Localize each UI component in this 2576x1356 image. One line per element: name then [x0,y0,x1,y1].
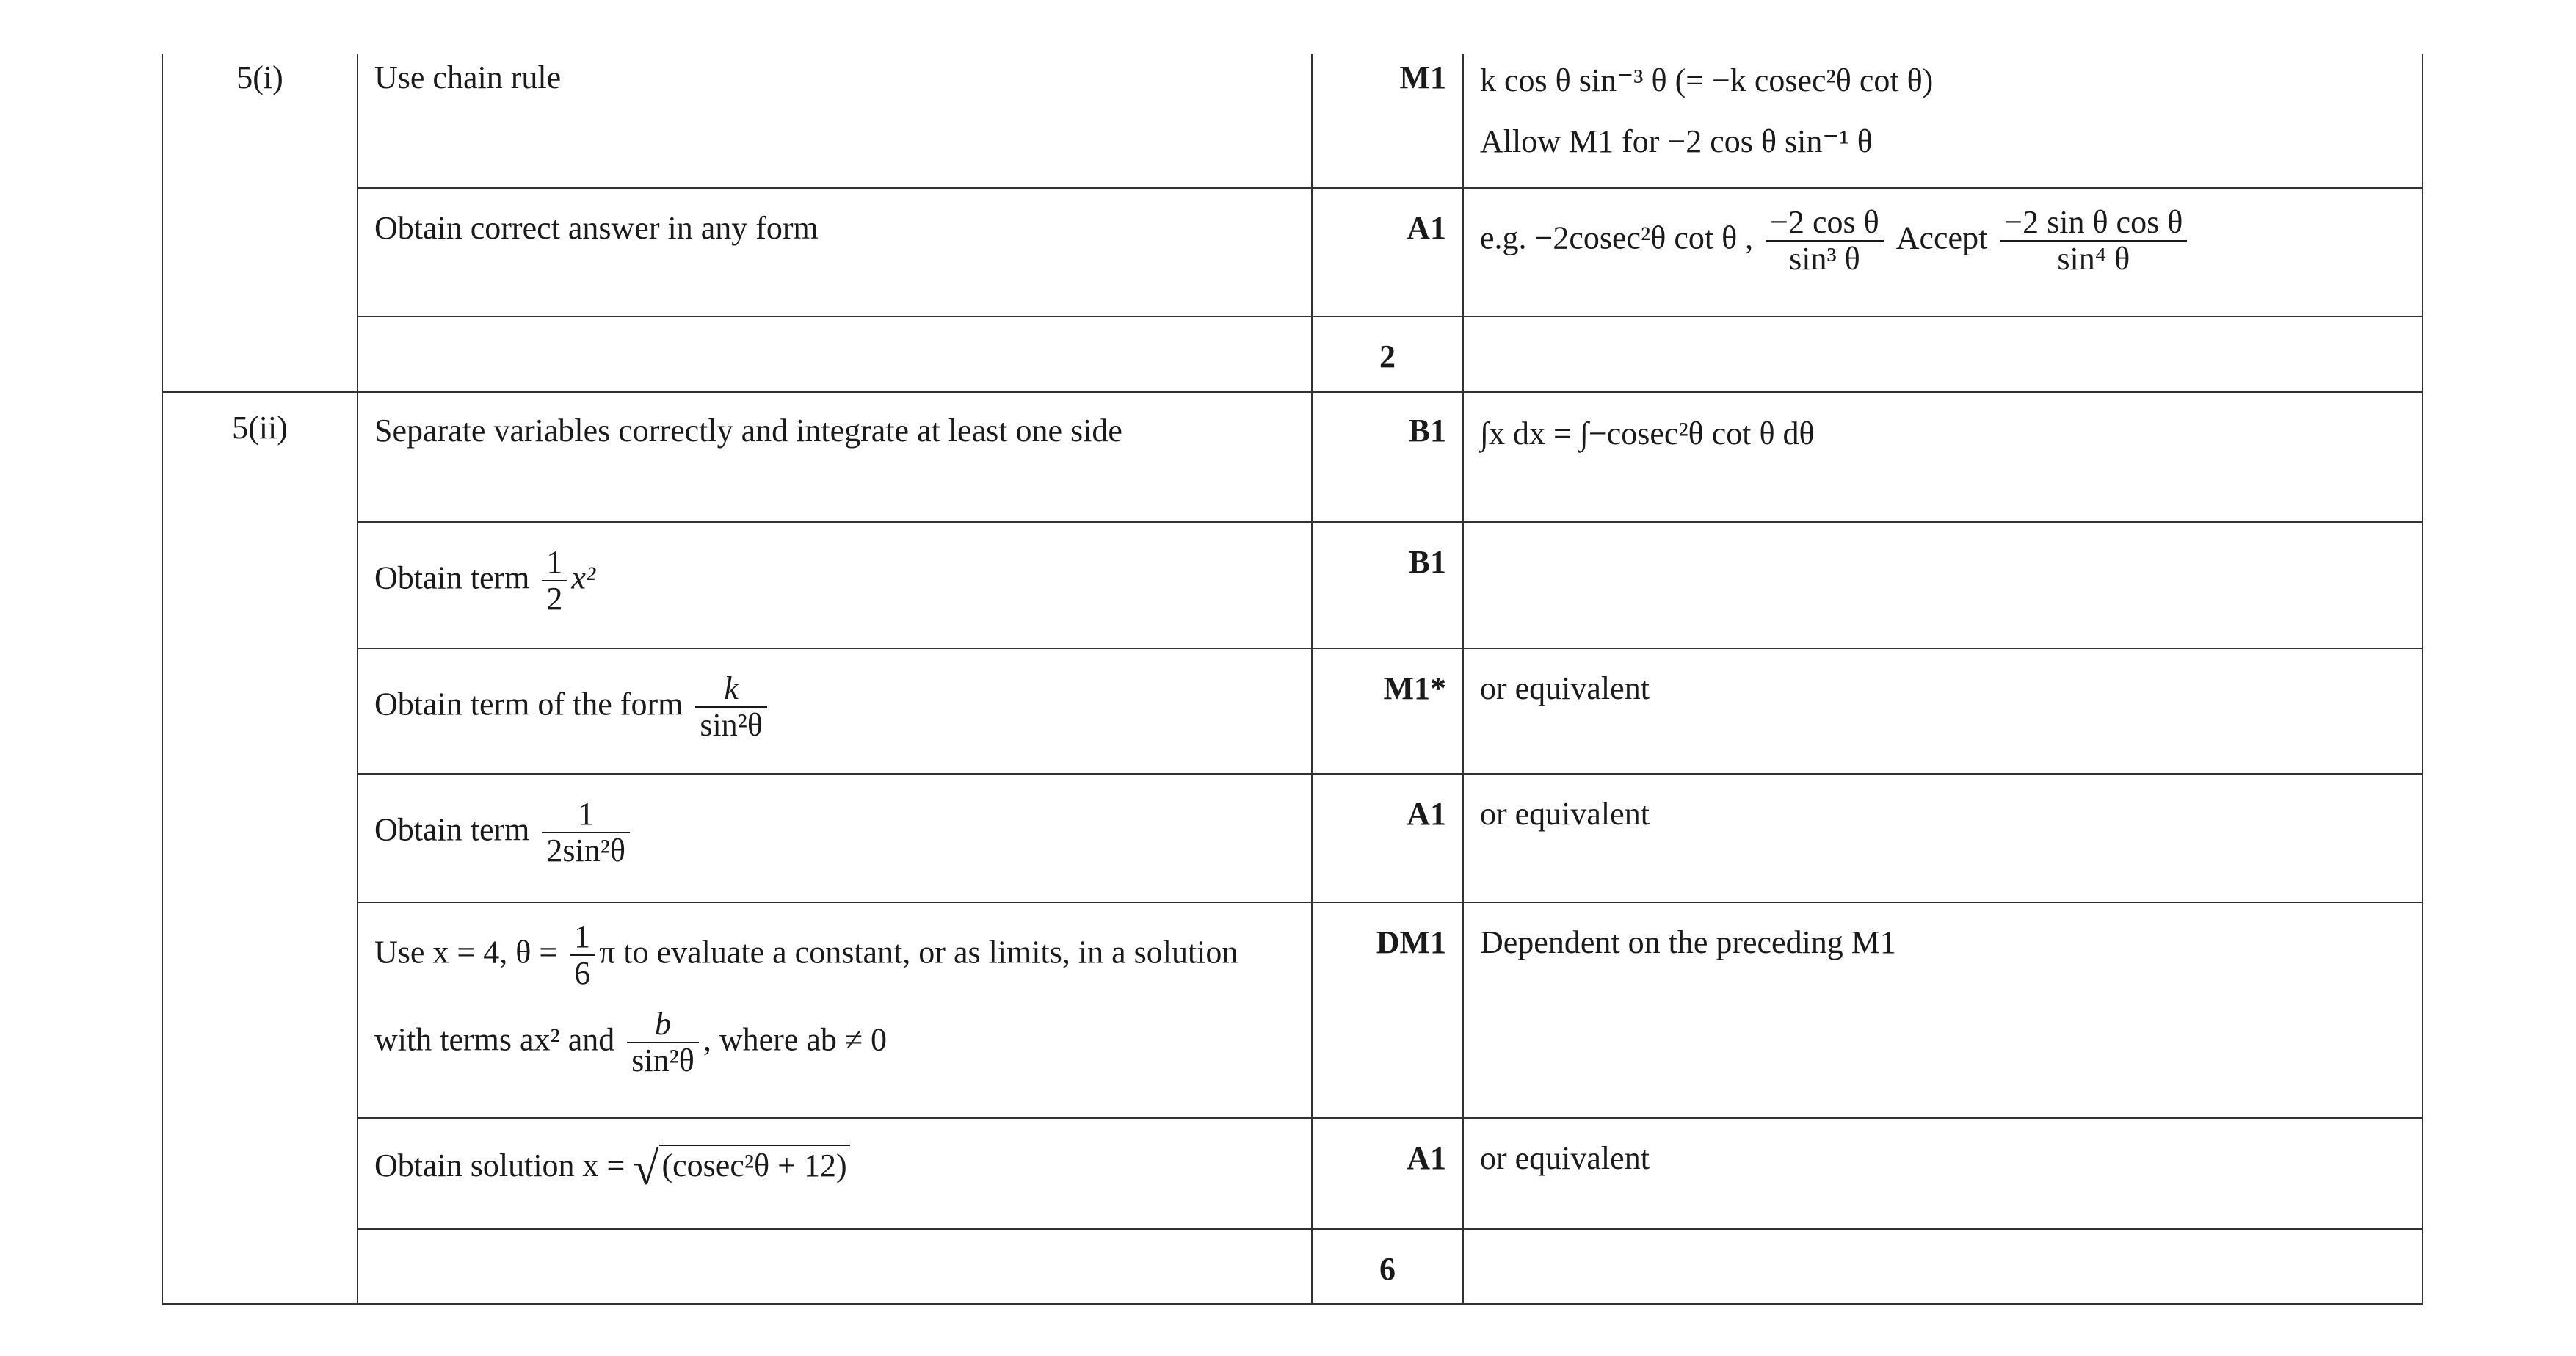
table-row [162,392,2423,522]
guidance-text: ∫x dx = ∫−cosec²θ cot θ dθ [1480,416,1815,452]
answer-prefix: Obtain solution x = [374,1147,625,1184]
fraction [542,797,630,869]
fraction-numerator: k [695,671,767,708]
mark-total: 6 [1379,1251,1396,1287]
answer-text: Use chain rule [374,59,562,95]
question-cell [162,54,358,392]
answer-cell [358,522,1312,648]
fraction [695,671,767,744]
answer-math [358,1119,1311,1198]
fraction [2000,205,2187,278]
mark-text: A1 [1407,1140,1446,1176]
mark-cell [1312,1118,1463,1229]
answer-math [358,523,1311,617]
guidance-cell [1463,902,2423,1118]
guidance-prefix: e.g. −2cosec²θ cot θ , [1480,220,1754,256]
mark-cell [1312,522,1463,648]
table-row [162,774,2423,902]
mark-text: M1* [1383,670,1446,706]
guidance-math [1464,189,2422,278]
fraction-denominator: 2sin²θ [546,833,626,869]
answer-cell [358,54,1312,188]
fraction-denominator: sin²θ [700,707,763,744]
answer-cell [358,316,1312,392]
mark-text: DM1 [1376,924,1446,960]
square-root: √(cosec²θ + 12) [633,1139,849,1198]
guidance-cell [1463,316,2423,392]
guidance-line: Allow M1 for −2 cos θ sin⁻¹ θ [1480,123,1873,159]
guidance-cell [1463,1118,2423,1229]
mark-text: A1 [1407,796,1446,832]
guidance-accept: Accept [1895,220,1988,256]
answer-cell [358,902,1312,1118]
mark-text: M1 [1399,59,1446,95]
guidance-cell [1463,648,2423,774]
mark-cell [1312,902,1463,1118]
table-row [162,316,2423,392]
guidance-cell [1463,774,2423,902]
fraction-numerator: 1 [542,545,567,581]
answer-math [358,992,1311,1079]
fraction-denominator: 2 [546,581,563,617]
fraction [542,545,567,617]
answer-math [358,649,1311,744]
answer-cell [358,1229,1312,1304]
mark-cell [1312,648,1463,774]
fraction [627,1007,699,1079]
answer-suffix: x² [571,559,596,596]
table-row [162,188,2423,316]
table-row [162,902,2423,1118]
fraction-denominator: 6 [574,955,591,992]
mark-cell [1312,774,1463,902]
mark-text: B1 [1408,544,1446,580]
guidance-cell [1463,188,2423,316]
guidance-text: or equivalent [1480,796,1650,832]
mark-cell [1312,1229,1463,1304]
mark-text: A1 [1407,210,1446,246]
question-number: 5(i) [236,59,283,95]
guidance-cell [1463,522,2423,648]
answer-line2-suffix: , where ab ≠ 0 [703,1021,888,1058]
answer-text: Separate variables correctly and integrate at least one side [374,413,1122,449]
question-number: 5(ii) [232,410,288,446]
table-row [162,1229,2423,1304]
mark-cell [1312,316,1463,392]
fraction-denominator: sin³ θ [1789,241,1860,278]
guidance-line: k cos θ sin⁻³ θ (= −k cosec²θ cot θ) [1480,62,1934,98]
fraction [570,919,595,992]
answer-cell [358,392,1312,522]
guidance-text: or equivalent [1480,670,1650,706]
mark-cell [1312,392,1463,522]
table-row [162,648,2423,774]
answer-cell [358,1118,1312,1229]
fraction-numerator: −2 cos θ [1766,205,1884,242]
fraction-denominator: sin²θ [631,1043,694,1079]
mark-text: B1 [1408,413,1446,449]
answer-math [358,903,1311,992]
table-row [162,522,2423,648]
answer-cell [358,774,1312,902]
answer-line1-suffix: π to evaluate a constant, or as limits, in a solution [599,934,1238,971]
fraction [1766,205,1884,278]
table-row [162,1118,2423,1229]
guidance-cell [1463,54,2423,188]
answer-prefix: Obtain term [374,559,530,596]
fraction-numerator: −2 sin θ cos θ [2000,205,2187,242]
answer-prefix: Obtain term of the form [374,686,683,722]
answer-text: Obtain correct answer in any form [374,210,819,246]
answer-line2-prefix: with terms ax² and [374,1021,615,1058]
guidance-text: Dependent on the preceding M1 [1480,924,1896,960]
question-cell [162,392,358,1304]
radicand: (cosec²θ + 12) [659,1145,850,1183]
answer-prefix: Obtain term [374,811,530,848]
guidance-text: or equivalent [1480,1140,1650,1176]
fraction-numerator: b [627,1007,699,1043]
answer-cell [358,188,1312,316]
mark-scheme-table [162,54,2423,1305]
mark-total: 2 [1379,338,1396,374]
mark-cell [1312,54,1463,188]
answer-cell [358,648,1312,774]
guidance-cell [1463,392,2423,522]
table-row [162,54,2423,188]
fraction-numerator: 1 [570,919,595,956]
fraction-numerator: 1 [542,797,630,833]
answer-line1-prefix: Use x = 4, θ = [374,934,558,971]
answer-math [358,775,1311,869]
mark-cell [1312,188,1463,316]
guidance-cell [1463,1229,2423,1304]
fraction-denominator: sin⁴ θ [2057,241,2130,278]
